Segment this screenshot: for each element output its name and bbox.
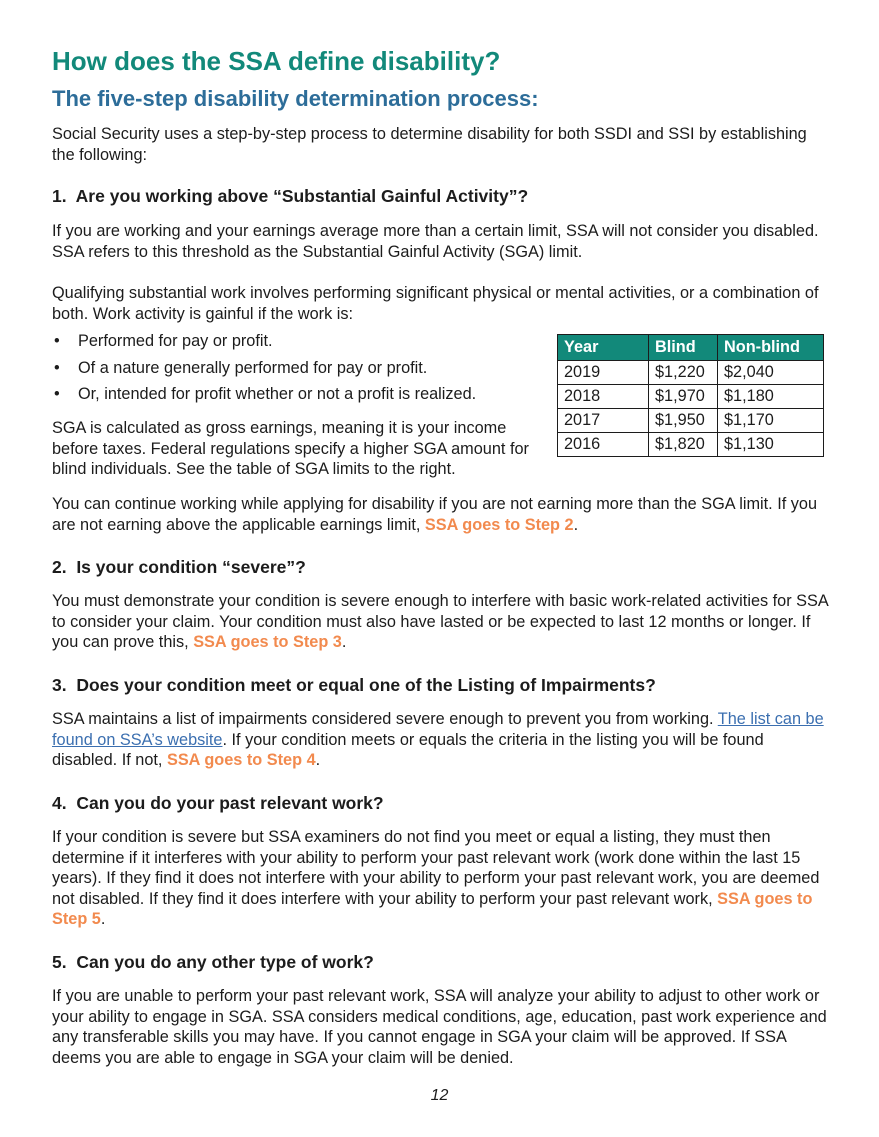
page-subtitle: The five-step disability determination process: — [52, 86, 539, 111]
step2-text: You must demonstrate your condition is severe enough to interfere with basic work-related activities for SSA to consider your claim. Your condition must also have lasted or be expected to last 12 months or longer. If you can prove this, — [52, 592, 828, 651]
listing-of-impairments-link[interactable]: The list can be found on SSA’s website — [52, 710, 824, 749]
step5-link: SSA goes to Step 5 — [52, 889, 813, 928]
list-item: • Or, intended for profit whether or not a profit is realized. — [52, 384, 532, 411]
step1-paragraph-3: SGA is calculated as gross earnings, meaning it is your income before taxes. Federal regulations specify a higher SGA amount for blind individuals. See the table of SGA limits to the right. — [52, 419, 529, 478]
column-header-non-blind: Non-blind — [718, 335, 824, 361]
step2-heading: 2. Is your condition “severe”? — [52, 557, 306, 577]
list-item: • Performed for pay or profit. — [52, 331, 532, 358]
step5-paragraph: If you are unable to perform your past relevant work, SSA will analyze your ability to adjust to other work or your ability to engage in SGA. SSA considers medical conditions, age, education, past work experience and any transferable skills you may have. If you cannot engage in SGA your claim will be approved. If SSA deems you are able to engage in SGA your claim will be denied. — [52, 987, 827, 1067]
step4-paragraph — [52, 827, 832, 930]
gainful-criteria-list — [52, 331, 532, 411]
table-cell: 2016 — [558, 433, 649, 457]
table-cell: 2017 — [558, 409, 649, 433]
step3-link: SSA goes to Step 3 — [193, 633, 342, 651]
table-row — [558, 433, 824, 457]
step2-paragraph — [52, 591, 832, 653]
step1-paragraph-4 — [52, 494, 832, 535]
table-cell: $1,130 — [718, 433, 824, 457]
step3-text: SSA maintains a list of impairments considered severe enough to prevent you from working. — [52, 710, 718, 728]
step4-heading: 4. Can you do your past relevant work? — [52, 793, 384, 813]
column-header-blind: Blind — [649, 335, 718, 361]
table-cell: $1,970 — [649, 385, 718, 409]
step4-text-end: . — [100, 910, 106, 928]
step1-heading: 1. Are you working above “Substantial Gainful Activity”? — [52, 186, 529, 206]
table-cell: $1,950 — [649, 409, 718, 433]
step1-paragraph-2: Qualifying substantial work involves performing significant physical or mental activities, or a combination of both. Work activity is gainful if the work is: — [52, 284, 819, 323]
table-cell: $2,040 — [718, 361, 824, 385]
step1-text: You can continue working while applying for disability if you are not earning more than the SGA limit. If you are not earning above the applicable earnings limit, — [52, 495, 818, 534]
step3-heading: 3. Does your condition meet or equal one of the Listing of Impairments? — [52, 675, 656, 695]
step4-text: If your condition is severe but SSA examiners do not find you meet or equal a listing, they must then determine if it interferes with your ability to perform your past relevant work (work done within the last 15 years). If they find it does not interfere with your ability to perform your past relevant work, you are deemed not disabled. If they find it does interfere with your ability to perform your past relevant work, — [52, 828, 820, 908]
page-title: How does the SSA define disability? — [52, 46, 501, 76]
page-number: 12 — [430, 1087, 449, 1104]
table-cell: $1,820 — [649, 433, 718, 457]
list-item: • Of a nature generally performed for pay or profit. — [52, 358, 532, 385]
step4-link: SSA goes to Step 4 — [166, 751, 316, 769]
step1-text-end: . — [573, 515, 579, 534]
table-cell: $1,220 — [649, 361, 718, 385]
table-cell: 2018 — [558, 385, 649, 409]
table-cell: 2019 — [558, 361, 649, 385]
column-header-year: Year — [558, 335, 649, 361]
table-row — [558, 385, 824, 409]
step5-heading: 5. Can you do any other type of work? — [52, 952, 374, 972]
step2-text-end: . — [341, 633, 347, 651]
table-header-row — [558, 335, 824, 361]
intro-paragraph: Social Security uses a step-by-step process to determine disability for both SSDI and SSI by establishing the following: — [52, 125, 807, 164]
step3-text-end: . — [315, 751, 321, 769]
table-row — [558, 409, 824, 433]
step3-text-middle: . If your condition meets or equals the criteria in the listing you will be found disabled. If not, — [52, 730, 764, 769]
step2-link: SSA goes to Step 2 — [424, 515, 574, 534]
table-cell: $1,180 — [718, 385, 824, 409]
step3-paragraph — [52, 709, 832, 771]
table-row — [558, 361, 824, 385]
table-cell: $1,170 — [718, 409, 824, 433]
step1-paragraph-1: If you are working and your earnings average more than a certain limit, SSA will not consider you disabled. SSA refers to this threshold as the Substantial Gainful Activity (SGA) limit. — [52, 222, 819, 261]
sga-limits-table — [557, 334, 824, 457]
